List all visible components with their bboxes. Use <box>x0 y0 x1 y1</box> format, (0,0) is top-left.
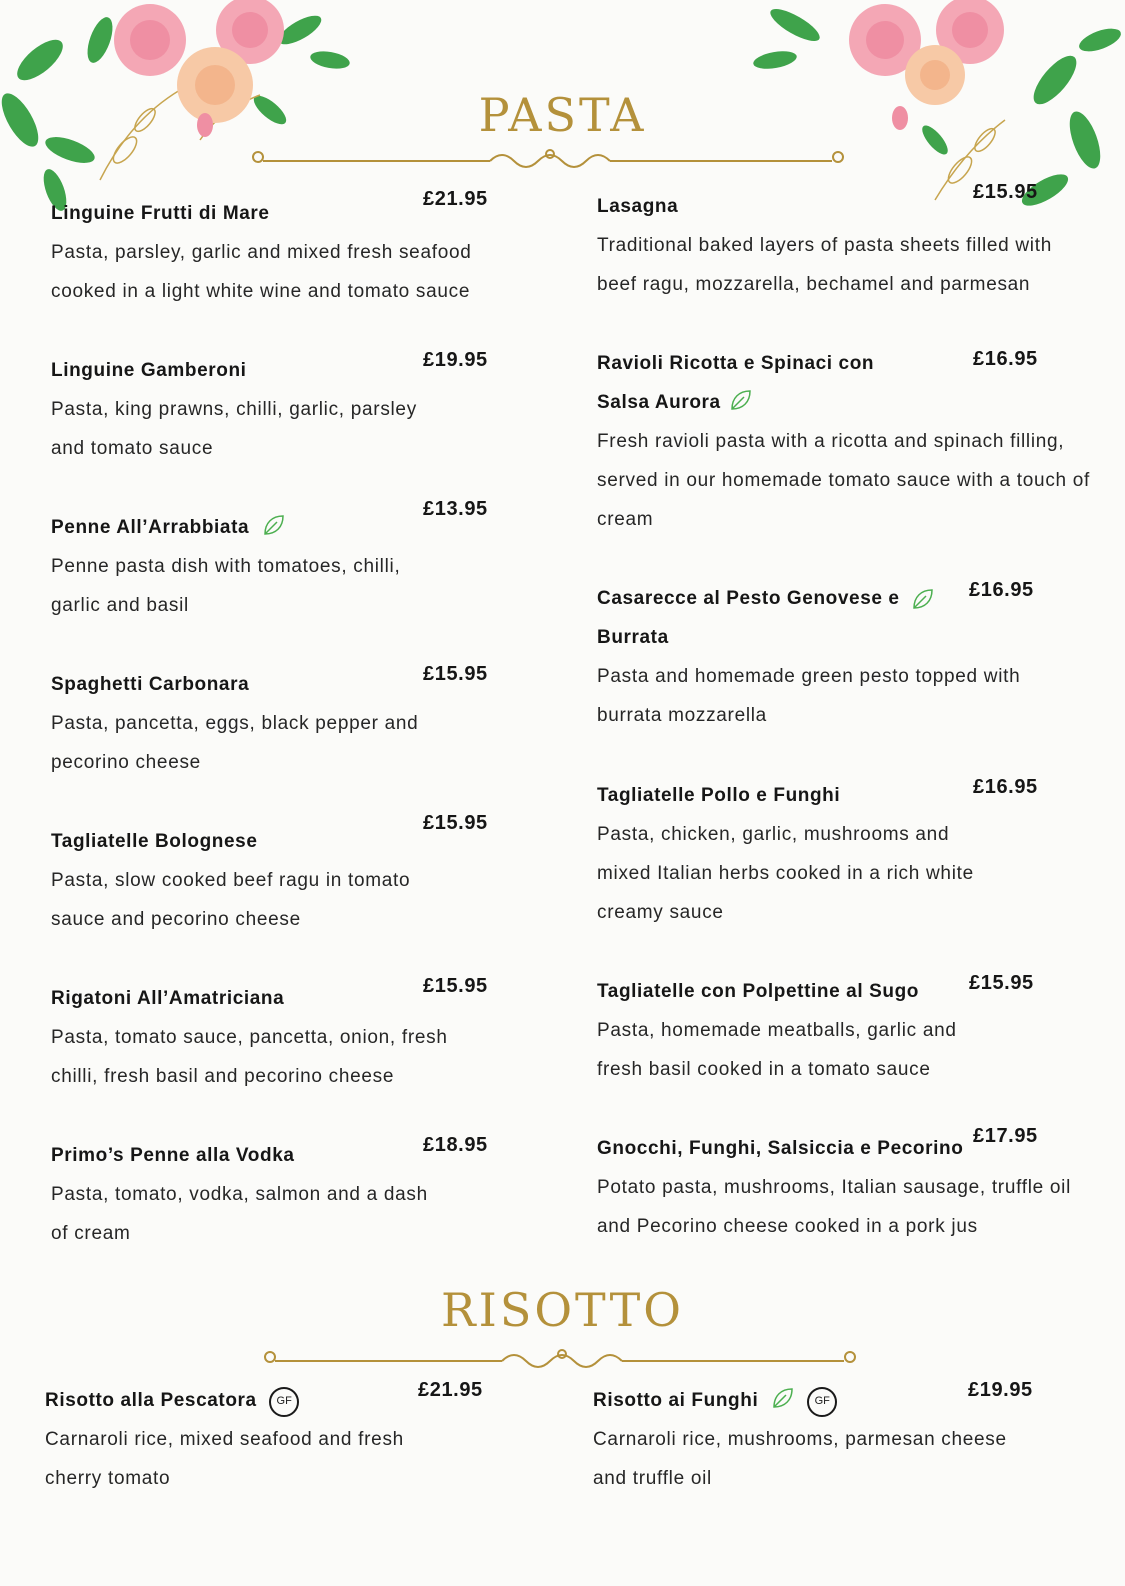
menu-item <box>51 498 521 625</box>
menu-item <box>593 1381 1088 1498</box>
vegetarian-leaf-icon <box>262 513 286 537</box>
item-name: Linguine Gamberoni <box>51 360 247 381</box>
item-name: Linguine Frutti di Mare <box>51 203 270 224</box>
menu-item <box>51 975 521 1096</box>
item-name: Ravioli Ricotta e Spinaci con Salsa Aurora <box>597 353 875 413</box>
item-price: £19.95 <box>423 349 488 371</box>
item-price: £15.95 <box>973 181 1038 203</box>
gluten-free-badge: GF <box>807 1387 837 1417</box>
menu-item <box>597 972 1092 1089</box>
menu-item <box>51 351 521 468</box>
item-name: Tagliatelle Pollo e Funghi <box>597 785 841 806</box>
menu-item <box>597 776 1092 932</box>
item-description: Pasta, tomato, vodka, salmon and a dash of cream <box>51 1184 428 1244</box>
item-price: £15.95 <box>423 975 488 997</box>
item-description: Carnaroli rice, mixed seafood and fresh cherry tomato <box>45 1429 404 1489</box>
menu-item <box>51 1136 521 1253</box>
item-price: £21.95 <box>423 188 488 210</box>
menu-item <box>45 1381 515 1498</box>
item-name: Gnocchi, Funghi, Salsiccia e Pecorino <box>597 1138 964 1159</box>
item-name: Lasagna <box>597 196 679 217</box>
item-price: £13.95 <box>423 498 488 520</box>
item-description: Traditional baked layers of pasta sheets filled with beef ragu, mozzarella, bechamel and parmesan <box>597 235 1052 295</box>
item-price: £19.95 <box>968 1379 1033 1401</box>
item-description: Pasta, parsley, garlic and mixed fresh seafood cooked in a light white wine and tomato sauce <box>51 242 472 302</box>
item-description: Potato pasta, mushrooms, Italian sausage, truffle oil and Pecorino cheese cooked in a pork jus <box>597 1177 1071 1237</box>
item-name: Spaghetti Carbonara <box>51 674 250 695</box>
item-name: Rigatoni All’Amatriciana <box>51 988 285 1009</box>
item-price: £17.95 <box>973 1125 1038 1147</box>
risotto-ornament-divider <box>262 1346 862 1372</box>
item-description: Pasta, pancetta, eggs, black pepper and pecorino cheese <box>51 713 419 773</box>
item-description: Carnaroli rice, mushrooms, parmesan cheese and truffle oil <box>593 1429 1007 1489</box>
item-price: £15.95 <box>423 812 488 834</box>
menu-item <box>597 1125 1092 1246</box>
menu-item <box>51 188 521 311</box>
menu-item <box>597 579 1092 735</box>
pasta-ornament-divider <box>250 146 850 172</box>
menu-item <box>597 344 1092 539</box>
menu-item <box>51 665 521 782</box>
vegetarian-leaf-icon <box>771 1386 795 1410</box>
item-description: Pasta, slow cooked beef ragu in tomato sauce and pecorino cheese <box>51 870 411 930</box>
pasta-section-title: PASTA <box>478 88 647 142</box>
item-description: Pasta, king prawns, chilli, garlic, parsley and tomato sauce <box>51 399 417 459</box>
item-description: Pasta, tomato sauce, pancetta, onion, fresh chilli, fresh basil and pecorino cheese <box>51 1027 448 1087</box>
item-name: Penne All’Arrabbiata <box>51 517 250 538</box>
item-description: Penne pasta dish with tomatoes, chilli, garlic and basil <box>51 556 401 616</box>
risotto-section-title: RISOTTO <box>441 1283 684 1337</box>
item-price: £16.95 <box>973 776 1038 798</box>
item-price: £18.95 <box>423 1134 488 1156</box>
item-description: Pasta and homemade green pesto topped with burrata mozzarella <box>597 666 1021 726</box>
item-price: £15.95 <box>423 663 488 685</box>
item-name: Tagliatelle Bolognese <box>51 831 258 852</box>
item-price: £15.95 <box>969 972 1034 994</box>
item-description: Pasta, chicken, garlic, mushrooms and mixed Italian herbs cooked in a rich white creamy sauce <box>597 824 974 923</box>
item-description: Fresh ravioli pasta with a ricotta and spinach filling, served in our homemade tomato sauce with a touch of cream <box>597 431 1091 530</box>
vegetarian-leaf-icon <box>911 587 935 611</box>
item-name: Casarecce al Pesto Genovese e Burrata <box>597 588 900 648</box>
item-price: £21.95 <box>418 1379 483 1401</box>
gluten-free-badge: GF <box>269 1387 299 1417</box>
item-price: £16.95 <box>973 348 1038 370</box>
menu-item <box>597 181 1092 304</box>
item-name: Risotto ai Funghi <box>593 1390 759 1411</box>
item-description: Pasta, homemade meatballs, garlic and fresh basil cooked in a tomato sauce <box>597 1020 957 1080</box>
vegetarian-leaf-icon <box>729 388 753 412</box>
item-name: Risotto alla Pescatora <box>45 1390 257 1411</box>
menu-item <box>51 812 521 939</box>
item-name: Primo’s Penne alla Vodka <box>51 1145 295 1166</box>
item-price: £16.95 <box>969 579 1034 601</box>
item-name: Tagliatelle con Polpettine al Sugo <box>597 981 919 1002</box>
